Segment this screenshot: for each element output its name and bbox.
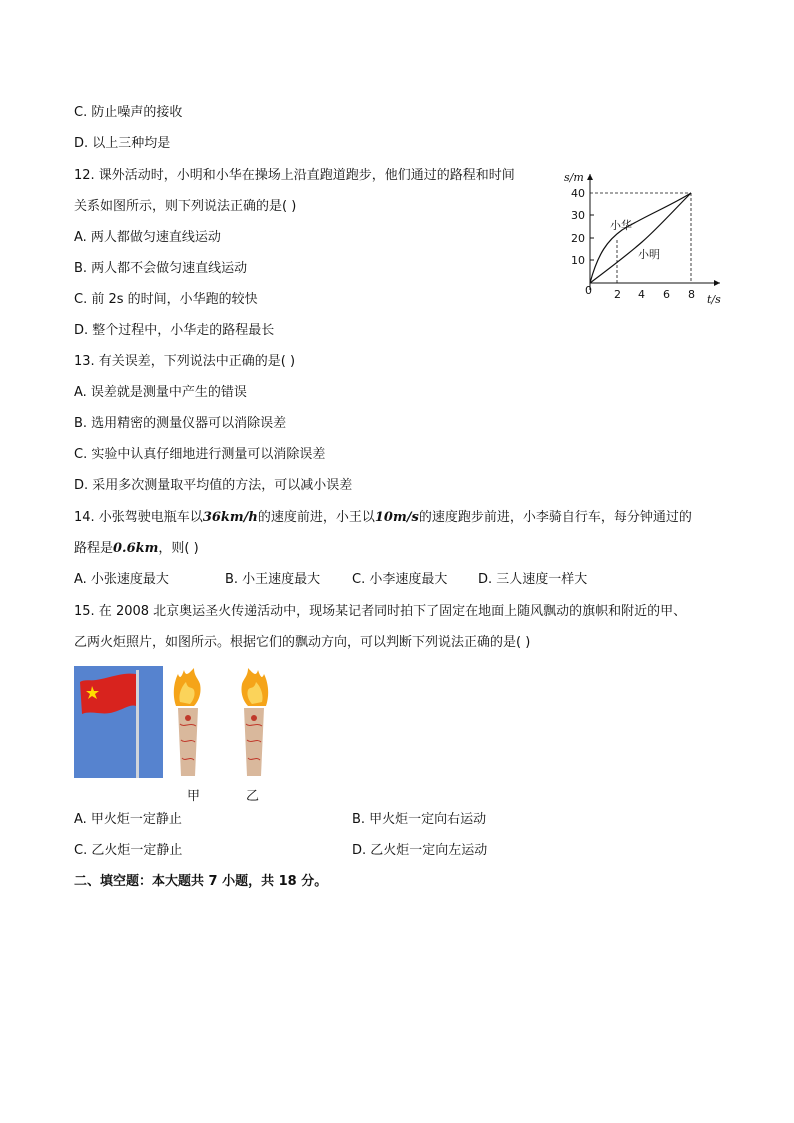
q14-text-1: 14. 小张驾驶电瓶车以 [74,510,203,525]
x-tick-4: 4 [638,288,645,301]
question-14-line1 [74,510,692,526]
question-15-line1: 15. 在 2008 北京奥运圣火传递活动中，现场某记者同时拍下了固定在地面上随风飘动的旗帜和附近的甲、 [74,604,687,619]
torch-yi [236,666,272,778]
y-tick-30: 30 [571,209,585,222]
section-2-heading: 二、填空题：本大题共 7 小题，共 18 分。 [74,874,328,889]
question-12-line1: 12. 课外活动时，小明和小华在操场上沿直跑道跑步，他们通过的路程和时间 [74,168,515,183]
question-12-line2: 关系如图所示，则下列说法正确的是( ) [74,199,297,214]
option-b-q13: B. 选用精密的测量仪器可以消除误差 [74,416,287,431]
option-d-q13: D. 采用多次测量取平均值的方法，可以减小误差 [74,478,353,493]
question-14-line2 [74,541,199,557]
q14-distance-li: 0.6km [113,541,159,556]
option-b-q14: B. 小王速度最大 [225,572,321,587]
y-axis-label: s/m [564,171,584,184]
q14-text-2: 的速度前进，小王以 [257,510,375,525]
label-xiaoming: 小明 [638,248,660,261]
x-tick-8: 8 [688,288,695,301]
q14-text-3: 的速度跑步前进，小李骑自行车，每分钟通过的 [418,510,692,525]
origin-label: 0 [585,284,592,297]
option-b-q15: B. 甲火炬一定向右运动 [352,812,487,827]
y-tick-20: 20 [571,232,585,245]
curve-xiaohua [590,193,691,283]
q14b-text-2: ，则( ) [158,541,199,556]
option-d-q12: D. 整个过程中，小华走的路程最长 [74,323,275,338]
option-d-q11: D. 以上三种均是 [74,136,171,151]
option-d-q15: D. 乙火炬一定向左运动 [352,843,488,858]
q14-speed-zhang: 36km/h [202,510,258,525]
question-15-line2: 乙两火炬照片，如图所示。根据它们的飘动方向，可以判断下列说法正确的是( ) [74,635,531,650]
y-tick-10: 10 [571,254,585,267]
q14-speed-wang: 10m/s [374,510,419,525]
option-a-q15: A. 甲火炬一定静止 [74,812,182,827]
option-c-q14: C. 小李速度最大 [352,572,448,587]
caption-jia: 甲 [187,789,201,804]
option-c-q15: C. 乙火炬一定静止 [74,843,183,858]
torch-jia [170,666,206,778]
option-c-q13: C. 实验中认真仔细地进行测量可以消除误差 [74,447,326,462]
y-tick-40: 40 [571,187,585,200]
q14b-text-1: 路程是 [74,541,114,556]
curve-xiaoming [590,193,691,283]
question-13: 13. 有关误差，下列说法中正确的是( ) [74,354,296,369]
x-axis-label: t/s [707,293,721,306]
caption-yi: 乙 [246,789,260,804]
option-a-q13: A. 误差就是测量中产生的错误 [74,385,247,400]
option-d-q14: D. 三人速度一样大 [478,572,588,587]
distance-time-graph [560,168,730,308]
x-tick-6: 6 [663,288,670,301]
option-c-q11: C. 防止噪声的接收 [74,105,183,120]
option-c-q12: C. 前 2s 的时间，小华跑的较快 [74,292,258,307]
label-xiaohua: 小华 [610,219,632,232]
option-a-q14: A. 小张速度最大 [74,572,169,587]
option-b-q12: B. 两人都不会做匀速直线运动 [74,261,248,276]
x-tick-2: 2 [614,288,621,301]
option-a-q12: A. 两人都做匀速直线运动 [74,230,221,245]
flag-photo [74,666,163,778]
